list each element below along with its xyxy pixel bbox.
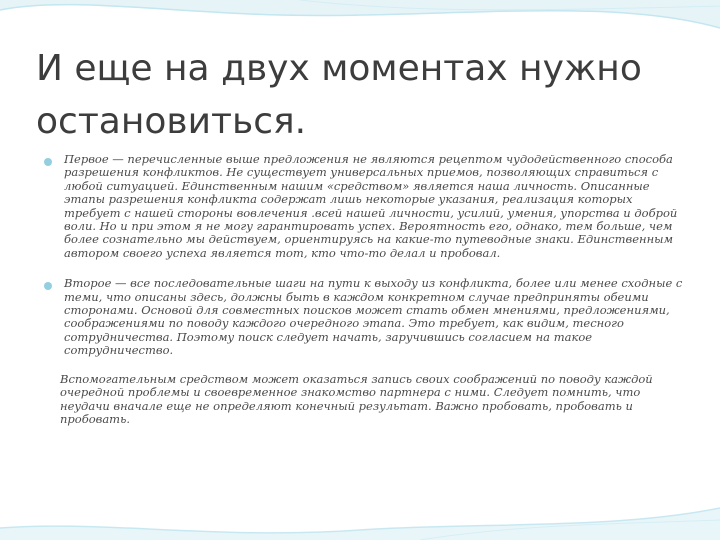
slide-body bbox=[36, 153, 684, 426]
wave-top-fill bbox=[0, 0, 720, 28]
note-paragraph bbox=[36, 373, 684, 427]
slide-title-line-2: остановиться. bbox=[36, 101, 307, 142]
bullet-item-second bbox=[36, 277, 684, 357]
bullet-dot-icon bbox=[44, 158, 52, 166]
slide-title bbox=[36, 42, 696, 148]
bullet-item-first bbox=[36, 153, 684, 260]
bullet-text: Второе — все последовательные шаги на пути к выходу из конфликта, более или менее сходные с теми, что описаны здесь, должны быть в каждом конкретном случае предприняты обеими сторонами. Основой для совместных поисков может стать обмен мнениями, предложениями, соображениями по поводу каждого очередного этапа. Это требует, как видим, тесного сотрудничества. Поэтому поиск следует начать, заручившись согласием на такое сотрудничество. bbox=[64, 276, 683, 358]
slide-title-line-1: И еще на двух моментах нужно bbox=[36, 48, 642, 89]
note-text: Вспомогательным средством может оказаться запись своих соображений по поводу каждой очередной проблемы и своевременное знакомство партнера с ними. Следует помнить, что неудачи вначале еще не определяют конечный результат. Важно пробовать, пробовать и пробовать. bbox=[60, 371, 653, 426]
bullet-text: Первое — перечисленные выше предложения не являются рецептом чудодейственного способа разрешения конфликтов. Не существует универсальных приемов, позволяющих справиться с любой ситуацией. Единственным нашим «средством» является наша личность. Описанные этапы разрешения конфликта содержат лишь некоторые указания, реализация которых требует с нашей стороны вовлечения .всей нашей личности, усилий, умения, упорства и доброй воли. Но и при этом я не могу гарантировать успех. Вероятность его, однако, тем больше, чем более сознательно мы действуем, ориентируясь на какие-то путеводные знаки. Единственным автором своего успеха является тот, кто что-то делал и пробовал. bbox=[64, 152, 678, 260]
bullet-dot-icon bbox=[44, 282, 52, 290]
